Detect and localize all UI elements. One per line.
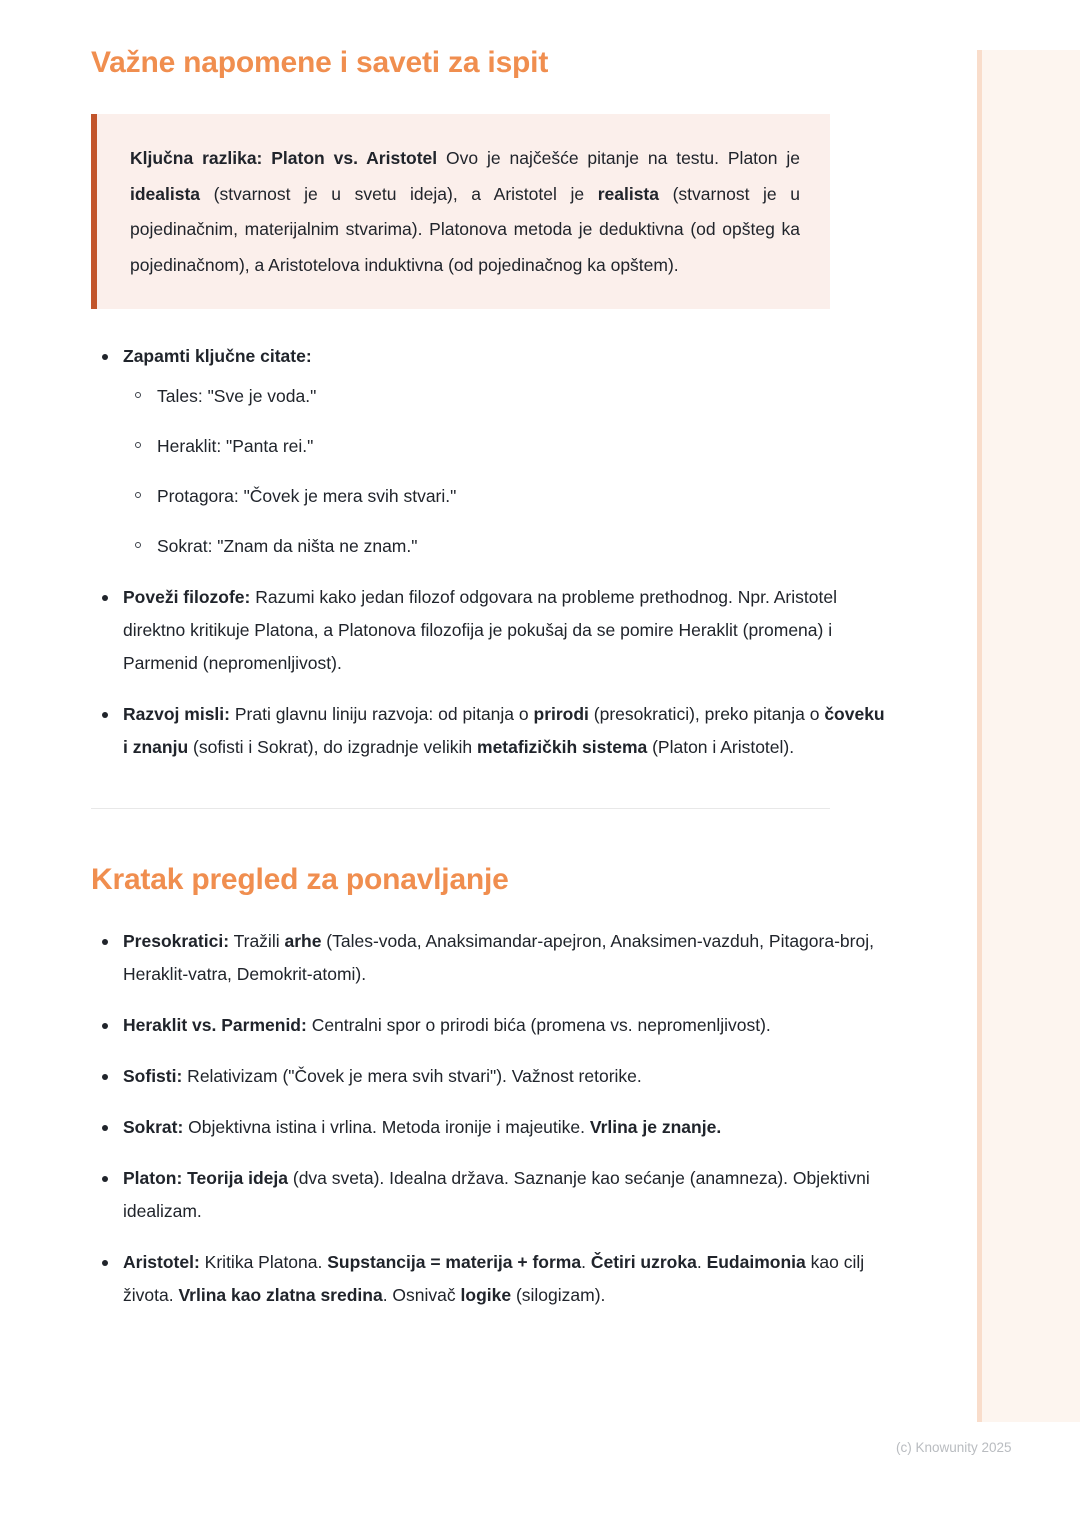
list-item-text-1: Objektivna istina i vrlina. Metoda ironije i majeutike. (183, 1117, 590, 1137)
list-item-label: Aristotel: (123, 1252, 200, 1272)
list-item-emphasis-supstancija: Supstancija = materija + forma (327, 1252, 582, 1272)
list-item-label: Presokratici: (123, 931, 230, 951)
list-item-emphasis-covek-znanje: čoveku i znanju (123, 704, 885, 757)
list-item-emphasis-priroda: prirodi (533, 704, 589, 724)
list-item-text-2: . (581, 1252, 591, 1272)
list-item-emphasis-zlatna-sredina: Vrlina kao zlatna sredina (178, 1285, 383, 1305)
list-item: Protagora: "Čovek je mera svih stvari." (123, 481, 887, 511)
callout-lead-label: Ključna razlika: Platon vs. Aristotel (130, 148, 438, 168)
list-item-text-1: (dva sveta). Idealna država. Saznanje kao sećanje (anamneza). Objektivni idealizam. (123, 1168, 870, 1221)
list-item-label: Heraklit vs. Parmenid: (123, 1015, 307, 1035)
footer-credit: (c) Knowunity 2025 (896, 1440, 1012, 1455)
section-divider (91, 808, 830, 809)
list-item-emphasis-vrlina-je-znanje: Vrlina je znanje. (589, 1117, 722, 1137)
list-item-development-of-thought (91, 698, 887, 764)
list-item-label: Razvoj misli: (123, 704, 230, 724)
list-item-text-2: (presokratici), preko pitanja o (588, 704, 825, 724)
list-item-emphasis-arhe: arhe (284, 931, 322, 951)
list-item-sofisti (91, 1060, 887, 1093)
right-edge-stripe-line (977, 50, 982, 1422)
list-item-label: Sofisti: (123, 1066, 183, 1086)
list-item-emphasis-logike: logike (460, 1285, 512, 1305)
right-edge-stripe-panel (977, 50, 1080, 1422)
list-item-text-1: Kritika Platona. (199, 1252, 328, 1272)
list-item-aristotel (91, 1246, 887, 1312)
list-item-presokratici (91, 925, 887, 991)
callout-paragraph (130, 141, 800, 283)
list-item: Heraklit: "Panta rei." (123, 431, 887, 461)
quotes-sublist (123, 381, 887, 561)
list-item-label: Poveži filozofe: (123, 587, 251, 607)
list-item-platon (91, 1162, 887, 1228)
list-item-text-1: Centralni spor o prirodi bića (promena vs. nepromenljivost). (306, 1015, 771, 1035)
list-item: Tales: "Sve je voda." (123, 381, 887, 411)
callout-text-2: (stvarnost je u svetu ideja), a Aristotel je (200, 183, 598, 204)
list-item-text-1: Prati glavnu liniju razvoja: od pitanja o (229, 704, 534, 724)
callout-text-1: Ovo je najčešće pitanje na testu. Platon je (437, 148, 800, 168)
summary-section-title: Kratak pregled za ponavljanje (91, 863, 509, 896)
list-item: Sokrat: "Znam da ništa ne znam." (123, 531, 887, 561)
list-item-connect-philosophers (91, 581, 887, 680)
page-title: Važne napomene i saveti za ispit (91, 46, 549, 79)
callout-emphasis-realista: realista (597, 183, 659, 204)
list-item-key-quotes (91, 340, 887, 561)
list-item-text-3: . (696, 1252, 707, 1272)
list-item-text-5: . Osnivač (382, 1285, 461, 1305)
callout-emphasis-idealista: idealista (130, 183, 201, 204)
list-item-label: Platon: Teorija ideja (123, 1168, 288, 1188)
exam-tips-list (91, 340, 887, 764)
list-item-text-4: (Platon i Aristotel). (647, 737, 795, 757)
list-item-text-6: (silogizam). (511, 1285, 606, 1305)
key-difference-callout (91, 114, 830, 309)
list-item-text-4: kao cilj života. (123, 1252, 865, 1305)
summary-list (91, 925, 887, 1312)
list-item-text-2: (Tales-voda, Anaksimandar-apejron, Anaksimen-vazduh, Pitagora-broj, Heraklit-vatra, Demokrit-atomi). (123, 931, 874, 984)
list-item-sokrat (91, 1111, 887, 1144)
list-item-label: Sokrat: (123, 1117, 184, 1137)
list-item-heraklit-parmenid (91, 1009, 887, 1042)
list-item-text-1: Relativizam ("Čovek je mera svih stvari"). Važnost retorike. (182, 1066, 642, 1086)
list-item-label: Zapamti ključne citate: (123, 346, 312, 366)
list-item-emphasis-metafizicki-sistemi: metafizičkih sistema (477, 737, 648, 757)
list-item-text-3: (sofisti i Sokrat), do izgradnje velikih (188, 737, 478, 757)
list-item-emphasis-cetiri-uzroka: Četiri uzroka (590, 1252, 697, 1272)
list-item-emphasis-eudaimonia: Eudaimonia (706, 1252, 806, 1272)
callout-text-3: (stvarnost je u pojedinačnim, materijalnim stvarima). Platonova metoda je deduktivna (od opšteg ka pojedinačnom), a Aristotelova induktivna (od pojedinačnog ka opštem). (130, 183, 800, 275)
list-item-text: Razumi kako jedan filozof odgovara na probleme prethodnog. Npr. Aristotel direktno kritikuje Platona, a Platonova filozofija je pokušaj da se pomire Heraklit (promena) i Parmenid (nepromenljivost). (123, 587, 837, 673)
list-item-text-1: Tražili (229, 931, 285, 951)
